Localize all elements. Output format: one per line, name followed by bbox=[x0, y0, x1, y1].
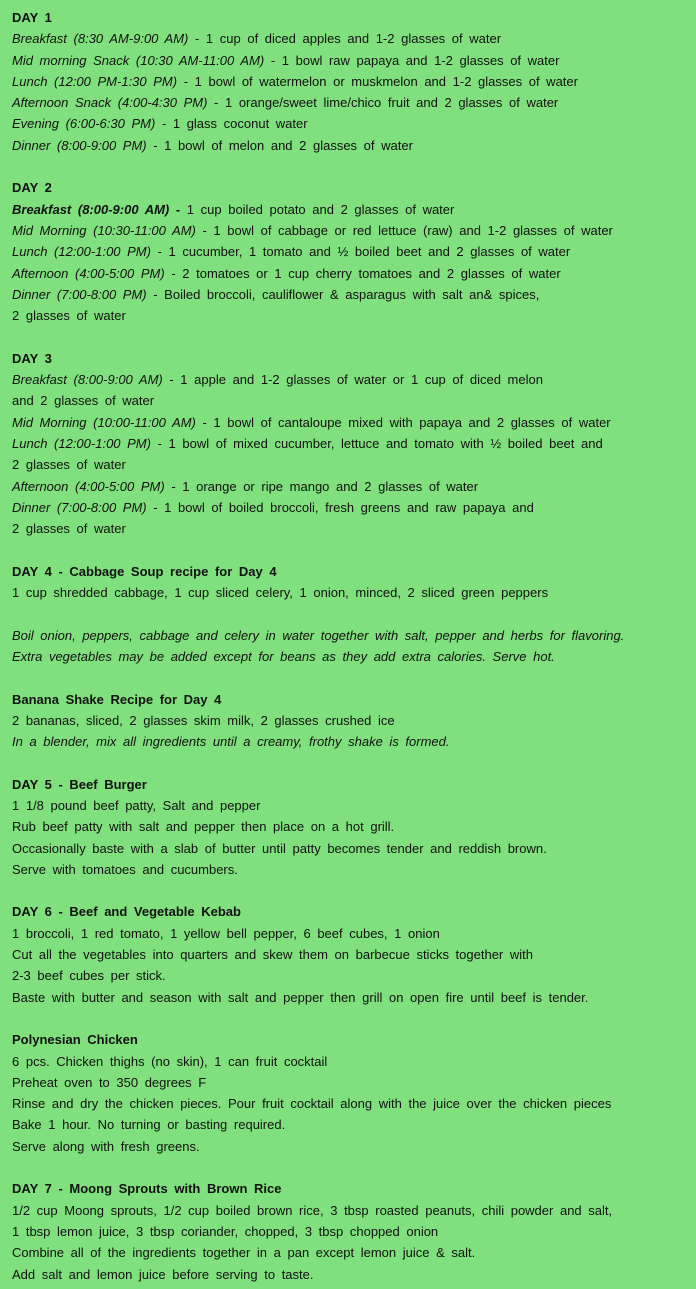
meal-text: 1 tbsp lemon juice, 3 tbsp coriander, chopped, 3 tbsp chopped onion bbox=[12, 1223, 439, 1239]
text-line bbox=[12, 220, 686, 241]
text-line bbox=[12, 646, 686, 667]
meal-label: Dinner (8:00-9:00 PM) bbox=[12, 137, 147, 153]
recipe-instruction: Extra vegetables may be added except for beans as they add extra calories. Serve hot. bbox=[12, 648, 555, 664]
meal-text: 2 glasses of water bbox=[12, 521, 126, 537]
meal-text: - 1 orange or ripe mango and 2 glasses of water bbox=[164, 478, 479, 494]
meal-label: Breakfast (8:00-9:00 AM) bbox=[12, 372, 163, 388]
text-line bbox=[12, 838, 686, 859]
text-line bbox=[12, 454, 686, 475]
text-line bbox=[12, 795, 686, 816]
text-line bbox=[12, 859, 686, 880]
text-line bbox=[12, 923, 686, 944]
meal-text: Bake 1 hour. No turning or basting required. bbox=[12, 1117, 286, 1133]
text-line bbox=[12, 944, 686, 965]
meal-text: Rinse and dry the chicken pieces. Pour fruit cocktail along with the juice over the chicken pieces bbox=[12, 1096, 612, 1112]
text-line bbox=[12, 241, 686, 262]
meal-text: - 1 bowl of melon and 2 glasses of water bbox=[146, 137, 413, 153]
text-line bbox=[12, 305, 686, 326]
blank-line bbox=[12, 667, 686, 688]
blank-line bbox=[12, 539, 686, 560]
meal-text: - 1 bowl of boiled broccoli, fresh greens and raw papaya and bbox=[146, 499, 534, 515]
text-line bbox=[12, 135, 686, 156]
recipe-instruction: In a blender, mix all ingredients until a creamy, frothy shake is formed. bbox=[12, 734, 450, 750]
meal-text: 1 cup boiled potato and 2 glasses of water bbox=[180, 201, 455, 217]
section-heading: DAY 3 bbox=[12, 350, 52, 366]
meal-label: Afternoon Snack (4:00-4:30 PM) bbox=[12, 95, 208, 111]
meal-label: Evening (6:00-6:30 PM) - bbox=[12, 116, 167, 132]
meal-text: and 2 glasses of water bbox=[12, 393, 155, 409]
meal-text: - 1 bowl of cabbage or red lettuce (raw) and 1-2 glasses of water bbox=[195, 222, 613, 238]
section-heading: Banana Shake Recipe for Day 4 bbox=[12, 691, 222, 707]
meal-text: Combine all of the ingredients together in a pan except lemon juice & salt. bbox=[12, 1245, 476, 1261]
meal-text: Rub beef patty with salt and pepper then place on a hot grill. bbox=[12, 819, 395, 835]
meal-label: Afternoon (4:00-5:00 PM) bbox=[12, 265, 165, 281]
meal-text: 1/2 cup Moong sprouts, 1/2 cup boiled brown rice, 3 tbsp roasted peanuts, chili powder and salt, bbox=[12, 1202, 613, 1218]
meal-text: - 1 apple and 1-2 glasses of water or 1 cup of diced melon bbox=[162, 372, 543, 388]
meal-text: 1 1/8 pound beef patty, Salt and pepper bbox=[12, 797, 261, 813]
text-line bbox=[12, 50, 686, 71]
blank-line bbox=[12, 603, 686, 624]
text-line bbox=[12, 497, 686, 518]
recipe-instruction: Boil onion, peppers, cabbage and celery in water together with salt, pepper and herbs for flavoring. bbox=[12, 627, 625, 643]
meal-label: Mid Morning (10:00-11:00 AM) bbox=[12, 414, 196, 430]
meal-label: Breakfast (8:30 AM-9:00 AM) bbox=[12, 31, 189, 47]
text-line bbox=[12, 390, 686, 411]
section-heading: DAY 2 bbox=[12, 180, 52, 196]
meal-label: Lunch (12:00-1:00 PM) bbox=[12, 244, 151, 260]
text-line bbox=[12, 1051, 686, 1072]
section-heading: DAY 4 - Cabbage Soup recipe for Day 4 bbox=[12, 563, 277, 579]
meal-text: Occasionally baste with a slab of butter until patty becomes tender and reddish brown. bbox=[12, 840, 547, 856]
meal-text: Add salt and lemon juice before serving to taste. bbox=[12, 1266, 314, 1282]
text-line bbox=[12, 816, 686, 837]
blank-line bbox=[12, 752, 686, 773]
blank-line bbox=[12, 156, 686, 177]
meal-text: 1 glass coconut water bbox=[166, 116, 308, 132]
text-line bbox=[12, 710, 686, 731]
text-line bbox=[12, 369, 686, 390]
section-heading: DAY 1 bbox=[12, 10, 52, 25]
meal-text: - 1 bowl of cantaloupe mixed with papaya and 2 glasses of water bbox=[195, 414, 611, 430]
meal-text: 2 glasses of water bbox=[12, 308, 126, 324]
text-line bbox=[12, 284, 686, 305]
text-line bbox=[12, 263, 686, 284]
blank-line bbox=[12, 880, 686, 901]
meal-text: - 1 cup of diced apples and 1-2 glasses of water bbox=[188, 31, 502, 47]
meal-text: 6 pcs. Chicken thighs (no skin), 1 can fruit cocktail bbox=[12, 1053, 328, 1069]
meal-text: 1 cup shredded cabbage, 1 cup sliced celery, 1 onion, minced, 2 sliced green peppers bbox=[12, 585, 549, 601]
text-line bbox=[12, 199, 686, 220]
meal-label: Mid Morning (10:30-11:00 AM) bbox=[12, 222, 196, 238]
text-line bbox=[12, 965, 686, 986]
text-line bbox=[12, 1136, 686, 1157]
meal-text: 2-3 beef cubes per stick. bbox=[12, 968, 166, 984]
meal-text: Baste with butter and season with salt and pepper then grill on open fire until beef is tender. bbox=[12, 989, 589, 1005]
meal-text: - Boiled broccoli, cauliflower & asparagus with salt an& spices, bbox=[146, 286, 540, 302]
meal-label: Lunch (12:00-1:00 PM) bbox=[12, 435, 151, 451]
text-line bbox=[12, 1093, 686, 1114]
text-line bbox=[12, 1072, 686, 1093]
text-line bbox=[12, 476, 686, 497]
text-line bbox=[12, 1114, 686, 1135]
section-heading: Polynesian Chicken bbox=[12, 1032, 138, 1048]
section-heading: DAY 6 - Beef and Vegetable Kebab bbox=[12, 904, 241, 920]
meal-label: Breakfast (8:00-9:00 AM) - bbox=[12, 201, 181, 217]
text-line bbox=[12, 433, 686, 454]
meal-text: Preheat oven to 350 degrees F bbox=[12, 1074, 207, 1090]
meal-text: - 1 bowl of watermelon or muskmelon and 1-2 glasses of water bbox=[177, 73, 578, 89]
meal-label: Dinner (7:00-8:00 PM) bbox=[12, 286, 147, 302]
meal-text: - 1 cucumber, 1 tomato and ½ boiled beet and 2 glasses of water bbox=[150, 244, 571, 260]
text-line bbox=[12, 625, 686, 646]
meal-text: 1 broccoli, 1 red tomato, 1 yellow bell pepper, 6 beef cubes, 1 onion bbox=[12, 925, 440, 941]
text-line bbox=[12, 71, 686, 92]
text-line bbox=[12, 412, 686, 433]
meal-text: Serve along with fresh greens. bbox=[12, 1138, 200, 1154]
meal-label: Mid morning Snack (10:30 AM-11:00 AM) bbox=[12, 52, 265, 68]
meal-label: Afternoon (4:00-5:00 PM) bbox=[12, 478, 165, 494]
text-line bbox=[12, 731, 686, 752]
meal-label: Dinner (7:00-8:00 PM) bbox=[12, 499, 147, 515]
meal-text: - 1 orange/sweet lime/chico fruit and 2 glasses of water bbox=[207, 95, 559, 111]
meal-text: Cut all the vegetables into quarters and skew them on barbecue sticks together with bbox=[12, 947, 533, 963]
meal-label: Lunch (12:00 PM-1:30 PM) bbox=[12, 73, 178, 89]
blank-line bbox=[12, 1157, 686, 1178]
text-line bbox=[12, 28, 686, 49]
text-line bbox=[12, 113, 686, 134]
section-heading: DAY 5 - Beef Burger bbox=[12, 776, 147, 792]
text-line bbox=[12, 92, 686, 113]
text-line bbox=[12, 987, 686, 1008]
meal-text: - 1 bowl raw papaya and 1-2 glasses of water bbox=[264, 52, 560, 68]
blank-line bbox=[12, 1008, 686, 1029]
text-line bbox=[12, 1221, 686, 1242]
meal-text: - 1 bowl of mixed cucumber, lettuce and tomato with ½ boiled beet and bbox=[150, 435, 603, 451]
text-line bbox=[12, 1200, 686, 1221]
text-line bbox=[12, 1242, 686, 1263]
section-heading: DAY 7 - Moong Sprouts with Brown Rice bbox=[12, 1181, 282, 1197]
meal-text: Serve with tomatoes and cucumbers. bbox=[12, 861, 238, 877]
text-line bbox=[12, 582, 686, 603]
meal-text: 2 glasses of water bbox=[12, 457, 126, 473]
meal-text: 2 bananas, sliced, 2 glasses skim milk, 2 glasses crushed ice bbox=[12, 712, 395, 728]
text-line bbox=[12, 1264, 686, 1285]
meal-text: - 2 tomatoes or 1 cup cherry tomatoes and 2 glasses of water bbox=[164, 265, 561, 281]
blank-line bbox=[12, 326, 686, 347]
text-line bbox=[12, 518, 686, 539]
